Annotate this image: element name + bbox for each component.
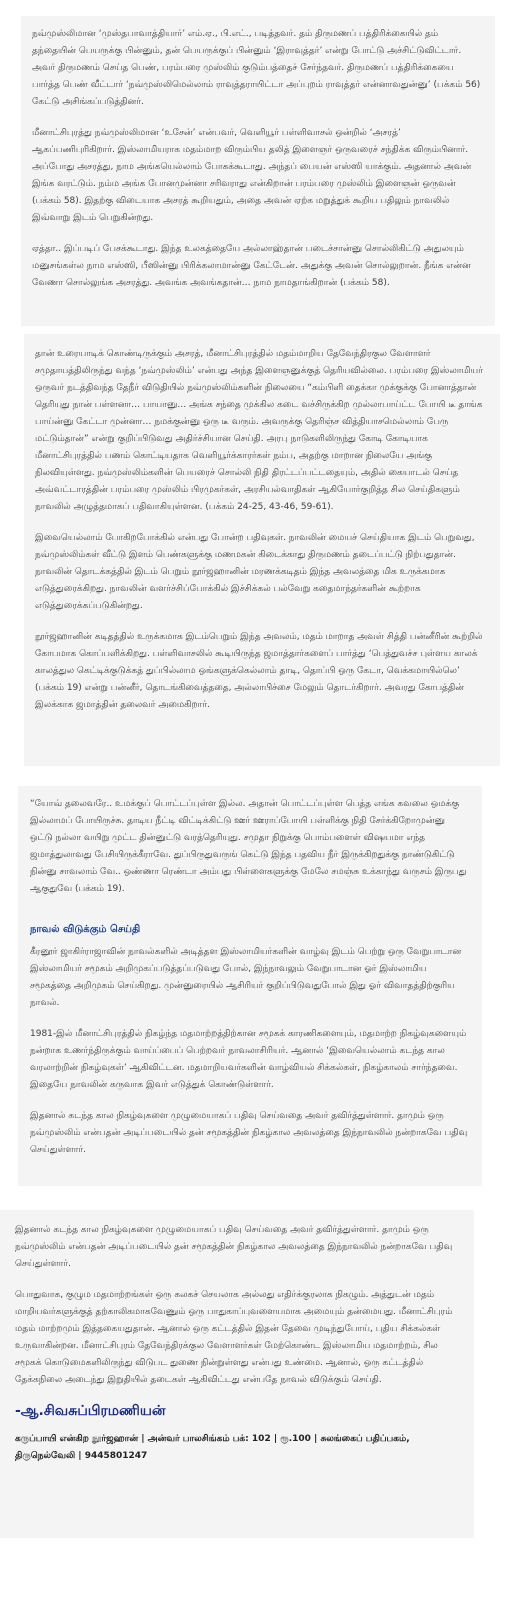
excerpt-panel-1 — [21, 16, 495, 326]
paragraph: இவையெல்லாம் போகிறபோக்கில் என்பது போன்ற பதிவுகள். நாவலின் மையச் செய்தியாக இடம் பெறுவது, நவ்முஸ்லிம்கள் வீட்டு இளம் பெண்களுக்கு மணமகன் கிடைக்காது திருமணம் தடைப்பட்டு நிற்பதுதான். நாவலின் தொடக்கத்தில் இடம் பெறும் நூர்ஜஹானின் மரணக்கடிதம் இந்த அவலத்தை மிக உருக்கமாக எடுத்துரைக்கிறது. நாவலின் வளர்ச்சிப்போக்கில் இச்சிக்கல் பல்வேறு கதைமாந்தர்களின் கூற்றாக எடுத்துரைக்கப்படுகின்றது. — [35, 533, 475, 611]
paragraph: 1981-இல் மீனாட்சிபுரத்தில் நிகழ்ந்த மதமாற்றத்திற்கான சமூகக் காரணிகளையும், மதமாற்ற நிகழ்வுகளையும் நன்றாக உணர்ந்திருக்கும் வாய்ப்பைப் பெற்றவர் நாவலாசிரியர். ஆனால் ‘இவையெல்லாம் கடந்த கால வரலாற்றின் நிகழ்வுகள்’ ஆகிவிட்டன. மதமாறியவர்களின் வாழ்வியல் சிக்கல்கள், நிகழ்காலம் சார்ந்தவை. இதையே நாவலின் கருவாக இவர் எடுத்துக் கொண்டுள்ளார். — [30, 1029, 467, 1090]
paragraph: கீரனூர் ஜாகிர்ராஜாவின் நாவல்களில் அடித்தள இஸ்லாமியர்களின் வாழ்வு இடம் பெற்று ஒரு வேறுபாடான இஸ்லாமியர் சமூகம் அறிமுகப்படுத்தப்படுவது போல், இந்நாவலும் வேறுபாடான ஓர் இஸ்லாமிய சமூகத்தை அறிமுகம் செய்கிறது. முன்னுரையில் ஆசிரியர் குறிப்பிடுவதுபோல் இது ஓர் விவாதத்திற்குரிய நாவல். — [30, 947, 462, 1008]
paragraph: ஏத்தா.. இப்படிப் பேசக்கூடாது. இந்த உலகத்தையே அல்லாஹ்தான் படைச்சான்னு சொல்லிகிட்டு அதுலயும் மனுசங்கள்ல நாம எஸ்ஸி, பீஸின்னு பிரிக்கலாமான்னு கேட்டேன். அதுக்கு அவன் சொல்லுறான். நீங்க என்ன வேணா சொல்லுங்க அசரத்து. அவங்க அவங்கதான்… நாம நாமதாங்கிறான் (பக்கம் 58). — [32, 244, 471, 288]
paragraph: இதனால் கடந்த கால நிகழ்வுகளை முழுமையாகப் பதிவு செய்வதை அவர் தவிர்த்துள்ளார். தாமும் ஒரு நவ்முஸ்லிம் என்பதன் அடிப்படையில் தன் சமூகத்தின் நிகழ்கால அவலத்தை இந்நாவலில் நன்றாகவே பதிவு செய்துள்ளார். — [30, 1111, 468, 1155]
paragraph: நவ்முஸ்லிமான ‘முஸ்தபாவாத்தியார்’ எம்.ஏ., பி.எட்., படித்தவர். தம் திருமணப் பத்திரிக்கையில் தம் தந்தையின் பெயருக்கு பின்னும், தன் பெயருக்குப் பின்னும் ‘இராவுத்தர்’ என்று போட்டு அச்சிட்டுவிட்டார். அவர் திருமணம் செய்த பெண், பரம்பரை முஸ்லிம் குடும்பத்தைச் சேர்ந்தவர். திருமணப் பத்திரிக்கையை பார்த்த பெண் வீட்டார் ‘நவ்முஸ்லிமெல்லாம் ராவுத்தராயிட்டா அப்புறம் ராவுத்தர் என்னாவதுன்னு’ (பக்கம் 56) கேட்டு அசிங்கப்படுத்தினர். — [32, 29, 481, 107]
quote-paragraph: “யோவ் தலைவரே.. உமக்குப் பொட்டப்புள்ள இல்ல. அதான் பொட்டப்புள்ள பெத்த எங்க கவலை ஒமக்கு இல்லாமப் போயிருச்சு. தாடிய நீட்டி விட்டிக்கிட்டு ஊர் ஊராப்போயி பள்ளிக்கு நிதி சேர்க்கிறோமுன்னு ஒட்டு நல்லா வயிறு முட்ட தின்னுட்டு வரத்தெரியுது. சமுதா நிறுக்கு பொம்பளைள் விஷயமா எந்த ஜமாத்துலாவது பேசியிருக்கீராவே. துப்பிருதுவருங் கெட்டு இந்த பதவிய நீர் இருக்கிறதுக்கு நாண்டுகிட்டு நின்னு சாவலாம் வே.. ஒண்ணா ரெண்டா அம்பது பிள்ளைகளுக்கு மேலே சமஞ்சு உக்காந்து வருசம் இருபது ஆகுதுவே (பக்கம் 19). — [30, 799, 467, 894]
excerpt-panel-3 — [18, 786, 482, 1186]
book-info: கருப்பாயி என்கிற நூர்ஜஹான் | அன்வர் பாலசிங்கம் பக்: 102 | ரூ.100 | சுலங்கைப் பதிப்பகம், திருநெல்வேலி | 9445801247 — [15, 1434, 410, 1461]
author-name: -ஆ.சிவசுப்பிரமணியன் — [15, 1403, 166, 1419]
paragraph: பொதுவாக, குழும மதமாற்றங்கள் ஒரு கலகச் செயலாக அல்லது எதிர்க்குரலாக நிகழும். அத்துடன் மதம் மாறியவர்களுக்குத் தற்காலிகமாகவேணும் ஒரு பாதுகாப்புவளையமாக அமையும் தன்மையது. மீனாட்சிபுரம் மதம் மாற்றமும் இத்தகையதுதான். ஆனால் ஒரு கட்டத்தில் இதன் தேவை முடிந்துபோய், புதிய சிக்கல்கள் உருவாகின்றன. மீனாட்சிபுரம் தேவேந்திரக்குல வேளாளர்கள் மேற்கொண்ட இஸ்லாமிய மதமாற்றம், சில சமூகக் கொடுமைகளிலிருந்து விடுபட துணை நின்றுள்ளது என்பது உண்மை. ஆனால், ஒரு கட்டத்தில் தேக்கநிலை அடைந்து இறுதியில் தடைகள் ஆகிவிட்டது என்பதே நாவல் விடுக்கும் செய்தி. — [15, 1290, 453, 1385]
paragraph: நூர்ஜஹானின் கடிதத்தில் உருக்கமாக இடம்பெறும் இந்த அவலம், மதம் மாறாத அவள் சித்தி பன்னீரின் கூற்றில் கோபமாக கொப்பளிக்கிறது. பள்ளிவாசலில் கூடியிருந்த ஜமாத்தார்களைப் பார்த்து ‘பெத்துவச்ச புள்ளய காலக் காலத்துல கெட்டிக்குடுக்கத் துப்பில்லாம ஒங்களுக்கெல்லாம் தாடி, தொப்பி ஒரு கேடா, வெக்கமாயில்லெ’ (பக்கம் 19) என்று பன்னீர், தொடங்கிவைத்ததை, அல்லாபிச்சை மேலும் தொடர்கிறார். அவரது கோபத்தின் இலக்காக ஜமாத்தின் தலைவர் அமைகிறார். — [35, 632, 483, 710]
paragraph: இதனால் கடந்த கால நிகழ்வுகளை முழுமையாகப் பதிவு செய்வதை அவர் தவிர்த்துள்ளார். தாமும் ஒரு நவ்முஸ்லிம் என்பதன் அடிப்படையில் தன் சமூகத்தின் நிகழ்கால அவலத்தை இந்நாவலில் நன்றாகவே பதிவு செய்துள்ளார். — [15, 1225, 453, 1269]
paragraph: மீனாட்சிபுரத்து நவ்முஸ்லிமான ‘உசேன்’ என்பவர், வெளியூர் பள்ளிவாசல் ஒன்றில் ‘அசரத்’ ஆகப்பணிபுரிகிறார். இஸ்லாமியராக மதம்மாற விரும்பிய தலித் இளைஞர் ஒருவரைச் சந்திக்க விரும்பினார். அப்போது அசரத்து, நாம அங்கயெல்லாம் போகக்கூடாது. அந்தப் பையன் எஸ்ஸி யாக்கும். அதனால் அவன் இங்க வரட்டும். நம்ம அங்க போனமுன்னா சரிவராது என்கிறான் பரம்பரை முஸ்லிம் இளைஞன் ஒருவன் (பக்கம் 58). இதற்கு விடையாக அசரத் கூறியதும், அதை அவன் ஏற்க மறுத்துக் கூறிய பதிலும் நாவலில் இவ்வாறு இடம் பெறுகின்றது. — [32, 128, 472, 223]
conclusion-panel — [0, 1210, 474, 1538]
excerpt-panel-2 — [24, 334, 500, 766]
section-heading: நாவல் விடுக்கும் செய்தி — [30, 924, 141, 935]
paragraph: தான் உரையாடிக் கொண்டிருக்கும் அசரத், மீனாட்சிபுரத்தில் மதம்மாறிய தேவேந்திரகுல வேளாளர் சமுதாயத்திலிருந்து வந்த ‘நவ்முஸ்லிம்’ என்பது அந்த இளைஞனுக்குத் தெரியவில்லை. பரம்பரை இஸ்லாமியர் ஒருவர் நடத்திவந்த தேநீர் விடுதியில் நவ்முஸ்லிம்களின் நிலையை “கம்பிளி தைக்கா முக்குக்கு போனாத்தான் தெரியுது நான் பள்ளனா… பாயானு… அங்க சந்தை முக்கில கடை வச்சிருக்கிற முல்லாபாய்ட்ட போயி டீ தாங்க பாய்ன்னு கேட்டா முன்னா… நமக்குன்னு ஒரு டீ வரும். அவருக்கு தெரிஞ்ச வித்தியாசமெல்லாம் பேரு மட்டும்தான்” என்று குறிப்பிடுவது அதிர்ச்சியான செய்தி. அரபு நாடுகளிலிருந்து கோடி கோடியாக மீனாட்சிபுரத்தில் பணம் கொட்டியதாக வெளியூர்க்காரர்கள் நம்ப, அதற்கு மாறான நிலையே அங்கு நிலவியுள்ளது. நவ்முஸ்லிம்களின் பெயரைச் சொல்லி நிதி திரட்டப்பட்டதையும், அதில் கையாடல் செய்த அவ்வட்டாரத்தின் பரம்பரை முஸ்லிம் பிரமுகர்கள், அரசியல்வாதிகள் ஆகியோர்குறித்த சில செய்திகளும் நாவலில் அழுத்தமாகப் பதிவாகியுள்ளன. (பக்கம் 24-25, 43-46, 59-61). — [35, 349, 483, 512]
